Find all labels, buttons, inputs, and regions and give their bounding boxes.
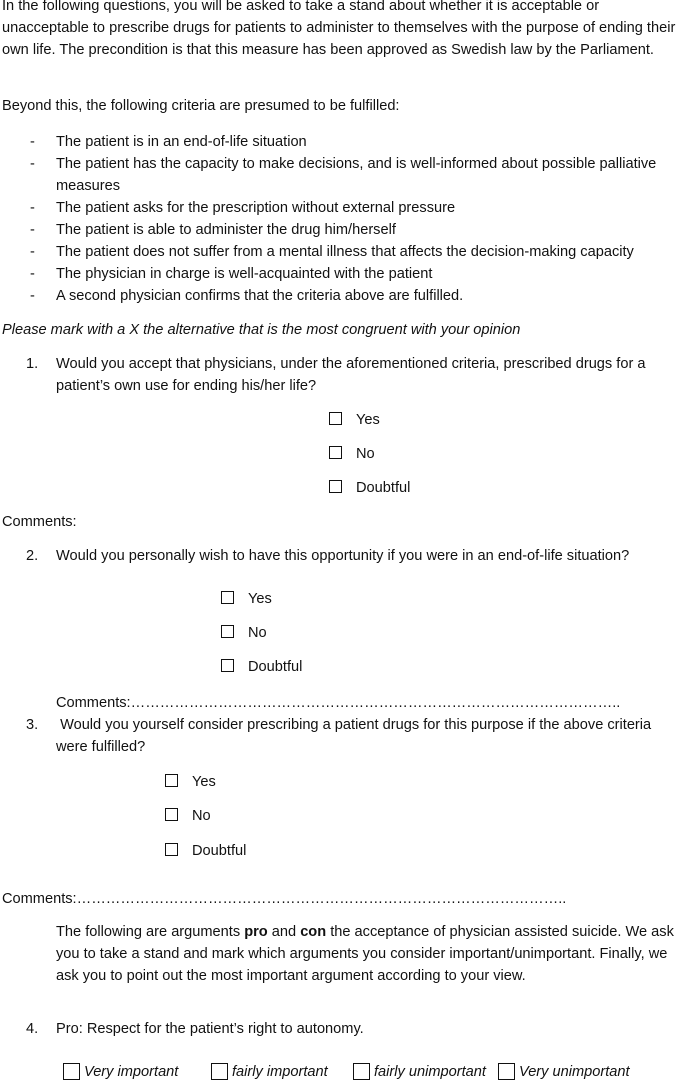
checkbox[interactable] [165,808,178,821]
checkbox[interactable] [165,774,178,787]
q3-comments: Comments:……………………………………………………………………………………….. [2,891,567,907]
q1-number: 1. [26,356,39,372]
list-item: - The patient is in an end-of-life situation [0,131,686,153]
list-dash: - [30,156,35,172]
con-label: con [300,924,327,940]
list-dash: - [30,244,35,260]
list-dash: - [30,266,35,282]
pro-label: pro [244,924,268,940]
checkbox[interactable] [329,480,342,493]
q2-comments: Comments:……………………………………………………………………………………….. [56,695,621,711]
intro-paragraph: In the following questions, you will be asked to take a stand about whether it is acceptable or unacceptable to prescribe drugs for patients to administer to themselves with the purpose of ending their own life. The precondition is that this measure has been approved as Swedish law by the Parliament. [2,0,676,58]
checkbox[interactable] [353,1063,370,1080]
q2-text: Would you personally wish to have this opportunity if you were in an end-of-life situation? [56,548,630,564]
q4-number: 4. [26,1021,39,1037]
checkbox[interactable] [211,1063,228,1080]
list-dash: - [30,134,35,150]
checkbox[interactable] [329,446,342,459]
list-item: - A second physician confirms that the criteria above are fulfilled. [0,285,686,307]
list-item: - The patient does not suffer from a mental illness that affects the decision-making capacity [0,241,686,263]
list-dash: - [30,222,35,238]
list-dash: - [30,288,35,304]
q1-text: Would you accept that physicians, under the aforementioned criteria, prescribed drugs for a patient’s own use for ending his/her life? [56,356,646,394]
list-item: - The patient is able to administer the drug him/herself [0,219,686,241]
checkbox[interactable] [498,1063,515,1080]
q2-number: 2. [26,548,39,564]
checkbox[interactable] [221,659,234,672]
q1-comments: Comments: [2,514,77,530]
checkbox[interactable] [329,412,342,425]
list-item: - The patient has the capacity to make decisions, and is well-informed about possible palliative measures [0,153,686,197]
instruction: Please mark with a X the alternative that is the most congruent with your opinion [2,322,521,338]
q4-text: Pro: Respect for the patient’s right to autonomy. [56,1021,364,1037]
criteria-intro: Beyond this, the following criteria are presumed to be fulfilled: [2,98,400,114]
checkbox[interactable] [221,625,234,638]
arguments-paragraph: The following are arguments pro and con the acceptance of physician assisted suicide. We ask you to take a stand and mark which arguments you consider important/unimportant. Finally, we ask you to point out the most important argument according to your view. [56,924,674,984]
q3-text: Would you yourself consider prescribing a patient drugs for this purpose if the above criteria were fulfilled? [56,717,656,755]
checkbox[interactable] [221,591,234,604]
list-dash: - [30,200,35,216]
checkbox[interactable] [165,843,178,856]
list-item: - The physician in charge is well-acquainted with the patient [0,263,686,285]
q3-number: 3. [26,717,39,733]
list-item: - The patient asks for the prescription without external pressure [0,197,686,219]
criteria-list [0,131,686,307]
checkbox[interactable] [63,1063,80,1080]
